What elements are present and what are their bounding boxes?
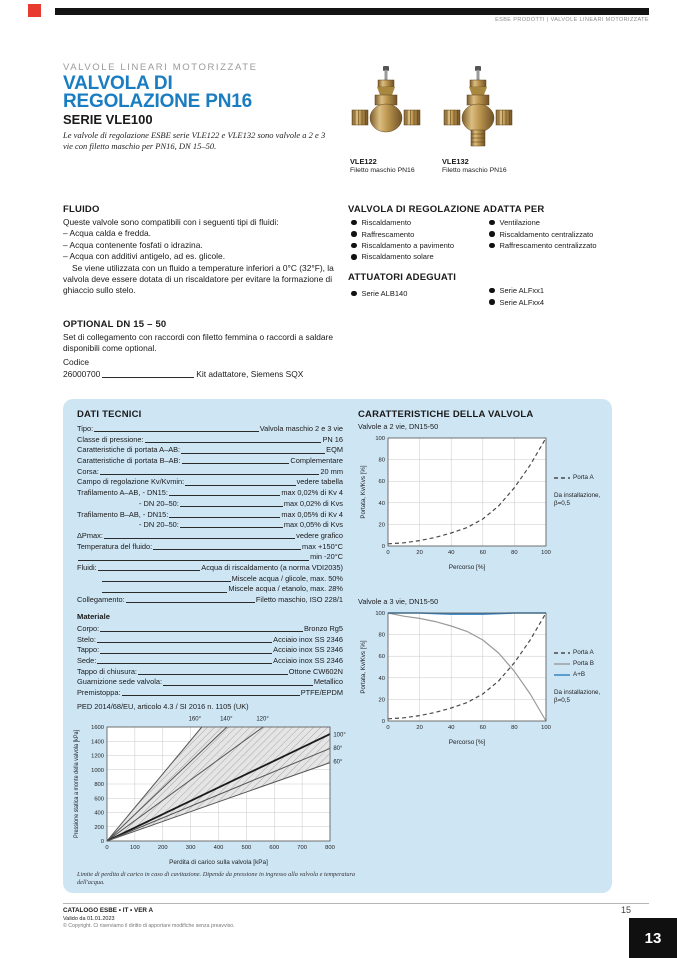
leader-line — [184, 477, 296, 488]
legend-item: A+B — [554, 669, 612, 680]
bullet-label: Serie ALB140 — [361, 289, 408, 299]
attuatori-col1 — [351, 288, 407, 299]
svg-text:0: 0 — [386, 550, 390, 556]
svg-text:60: 60 — [479, 725, 487, 731]
bullet-item — [351, 288, 407, 299]
leader-line — [99, 467, 321, 478]
codice-desc: Kit adattatore, Siemens SQX — [196, 369, 304, 379]
attuatori-heading: ATTUATORI ADEGUATI — [348, 272, 457, 283]
svg-text:80°: 80° — [333, 745, 343, 752]
leader-line — [99, 645, 273, 656]
legend-line-icon — [554, 672, 570, 678]
valve-photo-vle122 — [350, 66, 422, 154]
spec-row: - DN 20–50: max 0,05% di Kvs — [139, 520, 343, 530]
brand-red-square — [28, 4, 41, 17]
spec-row: Miscele acqua / glicole, max. 50% — [77, 574, 343, 585]
leader-line — [144, 435, 323, 446]
leader-line — [97, 563, 202, 574]
leader-line — [162, 677, 314, 688]
title-line2: REGOLAZIONE PN16 — [63, 91, 252, 112]
leader-line — [101, 574, 232, 585]
materiale-table — [77, 624, 343, 699]
spec-row: Trafilamento A–AB, - DN15: max 0,02% di Kv 4 — [77, 488, 343, 498]
cavitation-limit-chart — [71, 715, 356, 867]
spec-row: min -20°C — [77, 552, 343, 563]
spec-row: Fluidi: Acqua di riscaldamento (a norma VDI2035) — [77, 562, 343, 572]
bullet-item — [489, 217, 597, 228]
svg-text:0: 0 — [105, 845, 109, 851]
bullet-label: Riscaldamento solare — [361, 252, 434, 262]
bullet-icon — [351, 254, 357, 260]
bullet-label: Serie ALFxx1 — [499, 286, 545, 296]
ped-note: PED 2014/68/EU, articolo 4.3 / SI 2016 n. 1105 (UK) — [77, 702, 249, 711]
bullet-item — [351, 240, 454, 251]
bullet-item — [489, 296, 544, 307]
cavitation-footnote: Limite di perdita di carico in caso di cavitazione. Dipende da pressione in ingresso alla valvola e temperatura dell'acqua. — [77, 871, 356, 887]
spec-row: Premistoppa: PTFE/EPDM — [77, 688, 343, 698]
svg-text:Perdita di carico sulla valvol: Perdita di carico sulla valvola [kPa] — [169, 859, 268, 866]
technical-panel — [63, 399, 612, 893]
spec-row: Caratteristiche di portata B–AB: Complementare — [77, 456, 343, 466]
svg-text:40: 40 — [447, 550, 455, 556]
header-caption: ESBE PRODOTTI | VALVOLE LINEARI MOTORIZZATE — [495, 17, 649, 23]
bullet-icon — [489, 299, 495, 305]
spec-row: Classe di pressione: PN 16 — [77, 434, 343, 444]
svg-text:Portata, Kv/Kvs [%]: Portata, Kv/Kvs [%] — [360, 465, 367, 519]
svg-text:1000: 1000 — [91, 767, 104, 774]
spec-row: Corpo: Bronzo Rg5 — [77, 624, 343, 633]
codice-value: 26000700 — [63, 369, 101, 379]
two-way-chart-legend — [554, 432, 612, 572]
footer-info — [63, 907, 235, 929]
svg-text:60: 60 — [378, 654, 385, 661]
footer-divider — [63, 903, 649, 904]
fluido-intro: Queste valvole sono compatibili con i seguenti tipi di fluidi: — [63, 217, 279, 227]
fluido-heading: FLUIDO — [63, 204, 100, 215]
svg-text:800: 800 — [325, 845, 335, 851]
svg-text:160°: 160° — [188, 716, 202, 723]
spec-row: Guarnizione sede valvola: Metallico — [77, 677, 343, 687]
bullet-icon — [351, 291, 357, 297]
series-subtitle: SERIE VLE100 — [63, 112, 153, 127]
leader-line — [93, 424, 260, 435]
svg-text:20: 20 — [378, 697, 385, 704]
svg-text:500: 500 — [241, 845, 252, 851]
spec-row: Temperatura del fluido: max +150°C — [77, 541, 343, 551]
svg-text:20: 20 — [416, 550, 423, 556]
svg-text:120°: 120° — [256, 716, 269, 723]
svg-text:0: 0 — [100, 839, 104, 845]
svg-text:700: 700 — [297, 845, 307, 851]
bullet-label: Riscaldamento a pavimento — [361, 240, 455, 250]
svg-text:40: 40 — [378, 500, 385, 507]
title-line1: VALVOLA DI — [63, 73, 173, 94]
chart-title-2vie: Valvole a 2 vie, DN15-50 — [358, 422, 439, 431]
legend-line-icon — [554, 661, 570, 667]
valve-photo-vle132 — [442, 66, 514, 158]
svg-text:600: 600 — [269, 845, 280, 851]
fluido-note: Se viene utilizzata con un fluido a temperature inferiori a 0°C (32°F), la valvola deve essere dotata di un riscaldatore per evitare la formazione di ghiaccio sullo stelo. — [63, 262, 334, 296]
leader-line — [181, 456, 291, 467]
legend-note: Da installazione, — [554, 689, 601, 696]
svg-text:300: 300 — [185, 845, 196, 851]
attuatori-col2 — [489, 285, 544, 308]
svg-text:Pressione statica a monte dell: Pressione statica a monte della valvola [kPa] — [73, 715, 80, 838]
svg-text:0: 0 — [386, 725, 390, 731]
optional-heading: OPTIONAL DN 15 – 50 — [63, 319, 167, 330]
chapter-tab: 13 — [629, 918, 677, 958]
bullet-item — [351, 251, 454, 262]
leader-line — [168, 488, 281, 499]
spec-row: Corsa: 20 mm — [77, 466, 343, 476]
svg-text:Portata, Kv/Kvs [%]: Portata, Kv/Kvs [%] — [360, 640, 367, 694]
bullet-icon — [489, 288, 495, 294]
legend-note: Da installazione, — [554, 492, 601, 499]
bullet-label: Raffrescamento — [361, 229, 415, 239]
dati-tecnici-heading: DATI TECNICI — [77, 409, 142, 420]
svg-text:200: 200 — [157, 845, 168, 851]
spec-table — [77, 424, 343, 606]
bullet-icon — [489, 220, 495, 226]
spec-row: Collegamento: Filetto maschio, ISO 228/1 — [77, 595, 343, 604]
svg-text:1200: 1200 — [91, 753, 104, 760]
svg-text:100°: 100° — [333, 732, 346, 739]
three-way-chart-block — [358, 607, 612, 747]
leader-line — [77, 552, 310, 563]
spec-row: Caratteristiche di portata A–AB: EQM — [77, 445, 343, 455]
svg-text:60: 60 — [378, 479, 385, 486]
footer-catalog: CATALOGO ESBE • IT • VER A — [63, 907, 154, 914]
svg-text:40: 40 — [447, 725, 455, 731]
spec-row: Stelo: Acciaio inox SS 2346 — [77, 634, 343, 644]
footer-copyright: © Copyright. Ci riserviamo il diritto di apportare modifiche senza preavviso. — [63, 923, 235, 929]
svg-text:800: 800 — [94, 782, 104, 788]
svg-text:100: 100 — [541, 725, 551, 731]
two-way-chart-block — [358, 432, 612, 572]
bullet-icon — [351, 220, 357, 226]
legend-item: Porta A — [554, 647, 612, 658]
leader-line — [101, 584, 228, 595]
adatta-per-col1 — [351, 217, 454, 263]
bullet-item — [489, 228, 597, 239]
svg-text:20: 20 — [378, 522, 385, 529]
two-way-flow-chart — [358, 432, 554, 572]
bullet-item — [351, 217, 454, 228]
spec-row: - DN 20–50: max 0,02% di Kvs — [139, 498, 343, 508]
spec-row: Campo di regolazione Kv/Kvmin: vedere tabella — [77, 477, 343, 487]
svg-text:100: 100 — [375, 436, 385, 442]
product-name: VLE122 — [350, 157, 377, 166]
page-number: 15 — [620, 905, 631, 915]
svg-text:80: 80 — [378, 632, 385, 639]
fluido-list — [63, 228, 347, 262]
leader-line — [96, 635, 273, 646]
spec-row: Trafilamento B–AB, - DN15: max 0,05% di Kv 4 — [77, 509, 343, 519]
bullet-label: Ventilazione — [499, 218, 540, 228]
product-figure-vle132 — [442, 66, 514, 158]
footer-valid: Valido da 01.01.2023 — [63, 915, 115, 922]
bullet-label: Riscaldamento — [361, 218, 412, 228]
materiale-heading: Materiale — [77, 612, 110, 621]
bullet-item — [489, 285, 544, 296]
legend-note: β=0,5 — [554, 500, 571, 507]
svg-text:40: 40 — [378, 675, 385, 682]
codice-row — [63, 369, 347, 380]
bullet-item — [489, 240, 597, 251]
leader-line — [125, 595, 256, 606]
three-way-chart-legend — [554, 607, 612, 747]
spec-row: Sede: Acciaio inox SS 2346 — [77, 656, 343, 666]
leader-line — [180, 445, 326, 456]
adatta-per-heading: VALVOLA DI REGOLAZIONE ADATTA PER — [348, 204, 545, 215]
svg-text:400: 400 — [213, 845, 224, 851]
spec-row: Tappo di chiusura: Ottone CW602N — [77, 666, 343, 676]
svg-text:100: 100 — [130, 845, 140, 851]
caratteristiche-heading: CARATTERISTICHE DELLA VALVOLA — [358, 409, 534, 420]
bullet-icon — [351, 243, 357, 249]
product-caption-vle132 — [442, 157, 507, 175]
codice-label: Codice — [63, 357, 90, 367]
leader-line — [103, 531, 296, 542]
header-bar — [55, 8, 649, 15]
cavitation-chart-block — [71, 715, 356, 867]
svg-text:400: 400 — [94, 810, 104, 817]
svg-text:80: 80 — [511, 725, 518, 731]
bullet-icon — [489, 243, 495, 249]
svg-text:20: 20 — [416, 725, 423, 731]
svg-text:60: 60 — [479, 550, 487, 556]
leader-line — [179, 520, 284, 531]
bullet-label: Serie ALFxx4 — [499, 297, 545, 307]
chart-title-3vie: Valvole a 3 vie, DN15-50 — [358, 597, 439, 606]
page-title — [63, 75, 252, 111]
svg-text:0: 0 — [381, 544, 385, 550]
leader-line — [137, 667, 289, 678]
svg-text:80: 80 — [378, 457, 385, 464]
svg-text:0: 0 — [381, 719, 385, 725]
product-caption-vle122 — [350, 157, 415, 175]
svg-text:600: 600 — [94, 796, 104, 803]
spec-row: ΔPmax: vedere grafico — [77, 530, 343, 540]
svg-text:Percorso [%]: Percorso [%] — [448, 739, 486, 746]
list-item: – Acqua calda e fredda. — [63, 228, 152, 239]
eyebrow: VALVOLE LINEARI MOTORIZZATE — [63, 62, 258, 73]
leader-line — [168, 510, 281, 521]
list-item: – Acqua contenente fosfati o idrazina. — [63, 239, 203, 250]
codice-leader — [100, 369, 196, 380]
legend-note: β=0,5 — [554, 697, 571, 704]
spec-row: Tipo: Valvola maschio 2 e 3 vie — [77, 424, 343, 433]
spec-row: Tappo: Acciaio inox SS 2346 — [77, 645, 343, 655]
svg-text:140°: 140° — [220, 716, 233, 723]
leader-line — [152, 542, 302, 553]
optional-text: Set di collegamento con raccordi con filetto femmina o raccordi a saldare disponibili come optional. — [63, 332, 333, 354]
svg-text:Percorso [%]: Percorso [%] — [448, 564, 486, 571]
legend-item: Porta A — [554, 472, 612, 483]
leader-line — [179, 499, 284, 510]
product-subcaption: Filetto maschio PN16 — [442, 167, 507, 174]
bullet-item — [351, 228, 454, 239]
svg-text:100: 100 — [541, 550, 551, 556]
product-name: VLE132 — [442, 157, 469, 166]
svg-text:100: 100 — [375, 611, 385, 617]
product-subcaption: Filetto maschio PN16 — [350, 167, 415, 174]
svg-text:80: 80 — [511, 550, 518, 556]
svg-text:1600: 1600 — [91, 725, 104, 731]
bullet-icon — [351, 231, 357, 237]
three-way-flow-chart — [358, 607, 554, 747]
intro-text: Le valvole di regolazione ESBE serie VLE122 e VLE132 sono valvole a 2 e 3 vie con filetto maschio per PN16, DN 15–50. — [63, 130, 326, 151]
fluido-body — [63, 217, 347, 297]
legend-line-icon — [554, 475, 570, 481]
bullet-label: Raffrescamento centralizzato — [499, 240, 597, 250]
leader-line — [121, 688, 301, 699]
product-figure-vle122 — [350, 66, 422, 154]
leader-line — [96, 656, 273, 667]
spec-row: Miscele acqua / etanolo, max. 28% — [77, 584, 343, 595]
adatta-per-col2 — [489, 217, 597, 251]
legend-line-icon — [554, 650, 570, 656]
bullet-label: Riscaldamento centralizzato — [499, 229, 594, 239]
svg-text:200: 200 — [94, 824, 104, 831]
svg-text:60°: 60° — [333, 759, 343, 766]
leader-line — [99, 624, 304, 635]
list-item: – Acqua con additivi antigelo, ad es. glicole. — [63, 251, 226, 262]
bullet-icon — [489, 231, 495, 237]
svg-text:1400: 1400 — [91, 739, 104, 746]
legend-item: Porta B — [554, 658, 612, 669]
